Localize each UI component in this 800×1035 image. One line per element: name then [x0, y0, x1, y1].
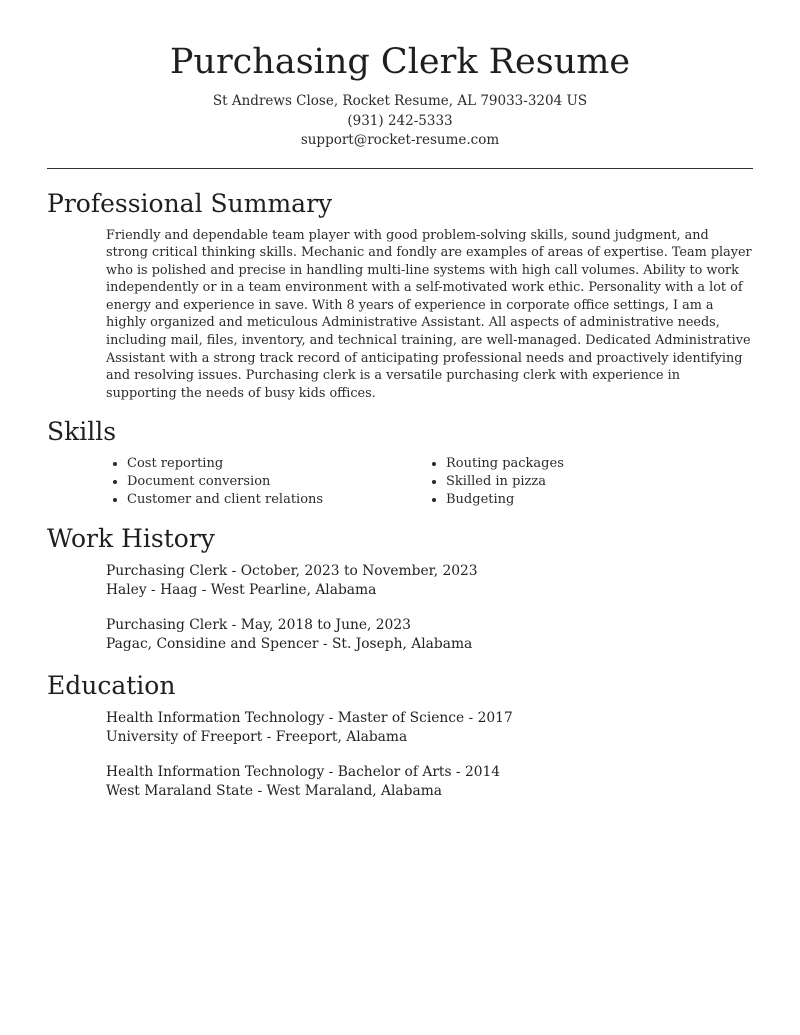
work-entry-employer: Haley - Haag - West Pearline, Alabama: [106, 582, 377, 599]
summary-text: Friendly and dependable team player with good problem-solving skills, sound judgment, and strong critical thinking skills. Mechanic and fondly are examples of areas of expertise. Team player who is polished and precise in handling multi-line systems with high call volumes. Ability to work independently or in a team environment with a self-motivated work ethic. Personality with a lot of energy and experience in save. With 8 years of experience in corporate office settings, I am a highly organized and meticulous Administrative Assistant. All aspects of administrative needs, including mail, files, inventory, and technical training, are well-managed. Dedicated Administrative Assistant with a strong track record of anticipating professional needs and proactively identifying and resolving issues. Purchasing clerk is a versatile purchasing clerk with experience in supporting the needs of busy kids offices.: [106, 227, 752, 401]
skills-column-left: [106, 455, 425, 508]
education-entries: [106, 709, 753, 801]
skill-item: • Cost reporting: [127, 455, 425, 473]
education-entry-degree: Health Information Technology - Bachelor of Arts - 2014: [106, 764, 501, 781]
work-entry-employer: Pagac, Considine and Spencer - St. Joseph, Alabama: [106, 636, 473, 653]
header-divider: [47, 168, 753, 169]
contact-phone: (931) 242-5333: [347, 112, 453, 129]
skills-list: [106, 455, 753, 508]
education-entry-degree: Health Information Technology - Master of Science - 2017: [106, 710, 513, 727]
education-entry-school: University of Freeport - Freeport, Alabama: [106, 729, 408, 746]
skills-column-right: [425, 455, 744, 508]
work-entry-title: Purchasing Clerk - May, 2018 to June, 2023: [106, 617, 411, 634]
education-entry-school: West Maraland State - West Maraland, Alabama: [106, 783, 443, 800]
contact-block: [47, 92, 753, 151]
contact-email: support@rocket-resume.com: [300, 132, 500, 148]
education-entry: [106, 763, 753, 801]
education-section: [47, 669, 753, 801]
work-history-heading: Work History: [47, 524, 215, 554]
skills-heading: Skills: [47, 417, 117, 447]
work-entry: [106, 616, 753, 654]
work-entries: [106, 562, 753, 654]
work-history-section: [47, 522, 753, 654]
resume-title: Purchasing Clerk Resume: [169, 42, 631, 82]
skill-item: • Routing packages: [446, 455, 744, 473]
skill-item: • Customer and client relations: [127, 491, 425, 509]
work-entry-title: Purchasing Clerk - October, 2023 to November, 2023: [106, 563, 478, 580]
work-entry: [106, 562, 753, 600]
summary-section: [47, 187, 753, 403]
contact-address: St Andrews Close, Rocket Resume, AL 79033-3204 US: [212, 93, 588, 109]
skills-section: [47, 415, 753, 508]
skill-item: • Skilled in pizza: [446, 473, 744, 491]
summary-heading: Professional Summary: [47, 188, 333, 218]
skill-item: • Document conversion: [127, 473, 425, 491]
education-entry: [106, 709, 753, 747]
skill-item: • Budgeting: [446, 491, 744, 509]
education-heading: Education: [47, 671, 176, 701]
